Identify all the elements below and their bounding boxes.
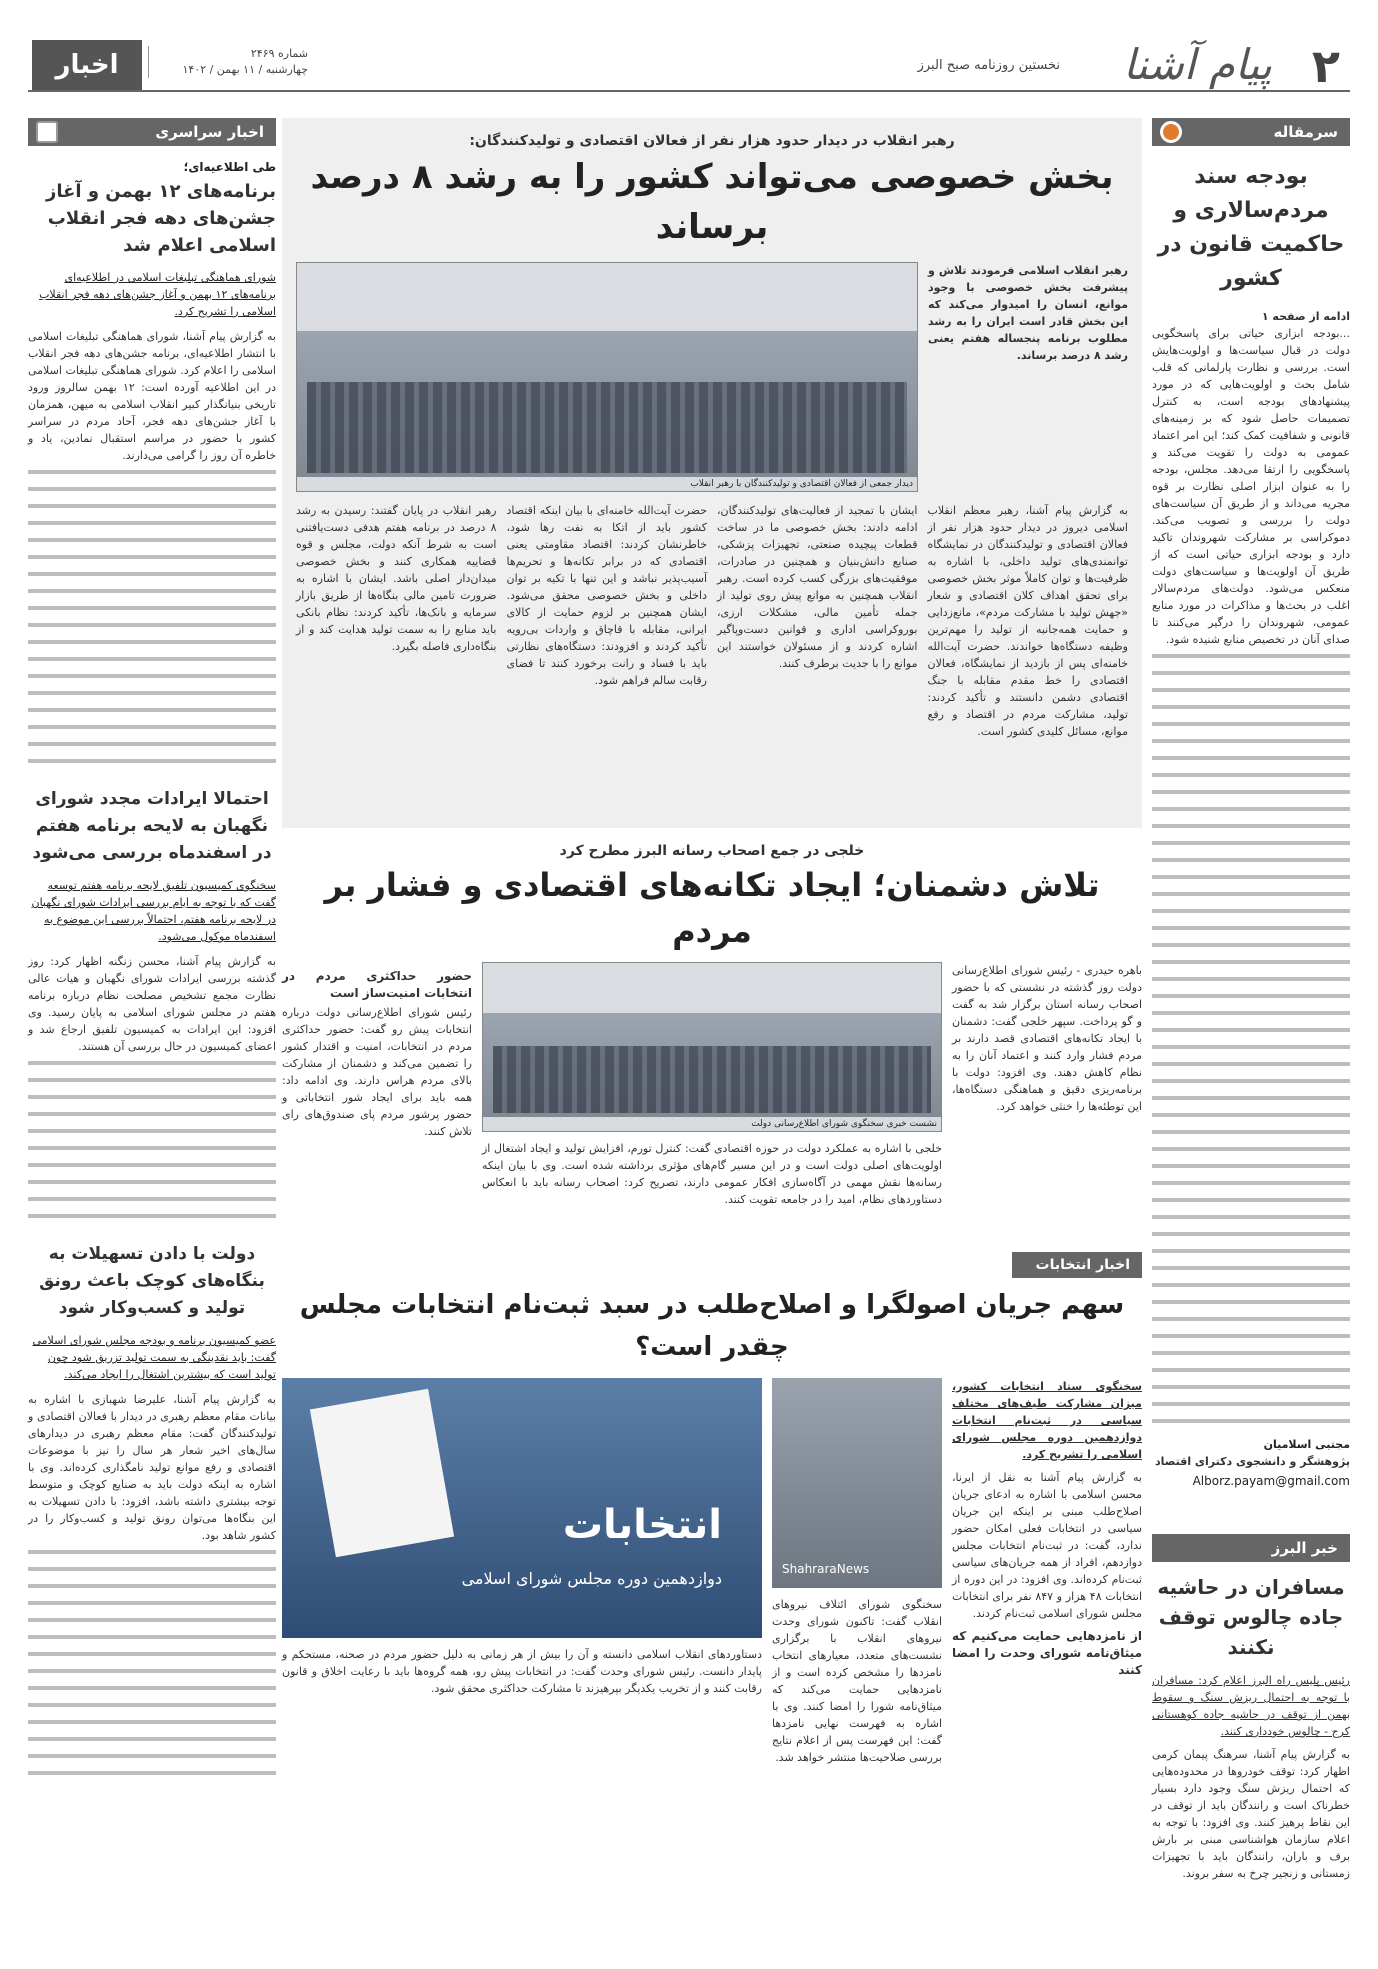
text-line: [1152, 784, 1350, 801]
text-line: [28, 1680, 276, 1697]
text-line: [1152, 1141, 1350, 1158]
text-line: [1152, 1328, 1350, 1345]
lead-story-column-4: رهبر انقلاب در پایان گفتند: رسیدن به رشد ۸ درصد در برنامه هفتم هدفی دست‌یافتنی است به شرط آنکه دولت، مجلس و قوه قضاییه همکاری کنند و بخش خصوصی میدان‌دار اصلی باشد. ایشان با اشاره به ضرورت تامین مالی بنگاه‌ها از طریق بازار سرمایه و بانک‌ها، تأکید کردند: نظام بانکی باید منابع را به سمت تولید هدایت کند و از بنگاه‌داری فاصله بگیرد.: [296, 504, 497, 653]
text-line: [28, 498, 276, 515]
text-line: [1152, 852, 1350, 869]
text-line: [1152, 1124, 1350, 1141]
national-news-column: [28, 118, 276, 1938]
lead-story-lead: رهبر انقلاب اسلامی فرمودند تلاش و پیشرفت بخش خصوصی با وجود موانع، انسان را امیدوار می‌کند که این بخش قادر است ایران را به رشد مطلوب برنامه پنجساله هفتم یعنی رشد ۸ درصد برساند.: [928, 264, 1128, 362]
text-line: [1152, 682, 1350, 699]
page-number: ۲: [1311, 39, 1340, 93]
text-line: [28, 532, 276, 549]
text-line: [1152, 699, 1350, 716]
national-news-header-label: اخبار سراسری: [155, 123, 264, 141]
article-title: احتمالا ایرادات مجدد شورای نگهبان به لایحه برنامه هفتم در اسفندماه بررسی می‌شود: [32, 789, 272, 863]
photo-audience: [307, 382, 907, 473]
photo-caption: نشست خبری سخنگوی شورای اطلاع‌رسانی دولت: [483, 1117, 941, 1131]
text-line: [1152, 1005, 1350, 1022]
photo-audience: [493, 1046, 931, 1113]
second-story-row: [282, 962, 1142, 1208]
text-line: [28, 685, 276, 702]
election-story-lead: سخنگوی ستاد انتخابات کشور، میزان مشارکت طیف‌های مختلف سیاسی در ثبت‌نام انتخابات دوازدهمین دوره مجلس شورای اسلامی را تشریح کرد.: [952, 1380, 1142, 1461]
text-line: [1152, 1396, 1350, 1413]
text-line: [28, 1765, 276, 1782]
text-line: [28, 1055, 276, 1072]
text-line: [28, 583, 276, 600]
second-story-column-1: باهره حیدری - رئیس شورای اطلاع‌رسانی دولت روز گذشته در نشستی که با حضور اصحاب رسانه استان برگزار شد به گفت و گو پرداخت. سپهر خلجی گفت: دشمنان با ایجاد تکانه‌های اقتصادی قصد دارند بر مردم فشار وارد کنند و اعتماد آنان را به نظام کاهش دهند. وی افزود: دولت با برنامه‌ریزی دقیق و هماهنگی دستگاه‌ها، این توطئه‌ها را خنثی خواهد کرد.: [952, 964, 1142, 1113]
article-body: به گزارش پیام آشنا، شورای هماهنگی تبلیغات اسلامی با انتشار اطلاعیه‌ای، برنامه جشن‌های دهه فجر انقلاب اسلامی را اعلام کرد. شورای هماهنگی تبلیغات اسلامی در این اطلاعیه آورده است: ۱۲ بهمن سالروز ورود تاریخی بنیانگذار کبیر انقلاب اسلامی به میهن، همزمان با آغاز جشن‌های دهه فجر، آحاد مردم در سراسر کشور با حضور در مراسم استقبال نمادین، یاد و خاطره آن روز را گرامی می‌دارند.: [28, 330, 276, 462]
text-line: [28, 1208, 276, 1225]
article-lead: عضو کمیسیون برنامه و بودجه مجلس شورای اسلامی گفت: باید نقدینگی به سمت تولید تزریق شود چون تولید است که بیشترین اشتغال را ایجاد می‌کند.: [32, 1334, 276, 1381]
second-story-kicker: خلجی در جمع اصحاب رسانه البرز مطرح کرد: [559, 843, 865, 859]
text-line: [1152, 1226, 1350, 1243]
election-col-c: [282, 1378, 762, 1818]
text-line: [1152, 750, 1350, 767]
editorial-author: مجتبی اسلامیان: [1263, 1438, 1350, 1451]
contact-email[interactable]: Alborz.payam@gmail.com: [1192, 1474, 1350, 1488]
text-line: [28, 1714, 276, 1731]
text-line: [28, 1157, 276, 1174]
second-story-subhead: حضور حداکثری مردم در انتخابات امنیت‌ساز است: [282, 969, 472, 1000]
text-line: [28, 1561, 276, 1578]
election-poster: [282, 1378, 762, 1638]
second-story-col-b: [482, 962, 942, 1208]
issue-info: [148, 46, 308, 78]
text-line: [28, 1578, 276, 1595]
text-line: [28, 736, 276, 753]
text-line: [28, 464, 276, 481]
text-line: [1152, 1107, 1350, 1124]
text-line: [1152, 937, 1350, 954]
text-line: [1152, 954, 1350, 971]
text-line: [1152, 1379, 1350, 1396]
text-line: [28, 1595, 276, 1612]
election-story-subhead: از نامزدهایی حمایت می‌کنیم که میثاق‌نامه شورای وحدت را امضا کنند: [952, 1629, 1142, 1677]
article-lead: سخنگوی کمیسیون تلفیق لایحه برنامه هفتم توسعه گفت که با توجه به ایام بررسی ایرادات شورای نگهبان در لایحه برنامه هفتم، احتمالاً بررسی این موضوع به اسفندماه موکول می‌شود.: [31, 879, 276, 943]
article-title: برنامه‌های ۱۲ بهمن و آغاز جشن‌های دهه فجر انقلاب اسلامی اعلام شد: [45, 181, 276, 256]
lead-story-photo: [296, 262, 918, 492]
election-story-column-1: به گزارش پیام آشنا به نقل از ایرنا، محسن اسلامی با اشاره به ادعای جریان اصلاح‌طلب مبنی بر اینکه این جریان سیاسی در انتخابات فعلی امکان حضور ندارد، گفت: در ثبت‌نام انتخابات مجلس دوازدهم، افراد از همه جریان‌های سیاسی ثبت‌نام کرده‌اند. وی افزود: در این دوره از انتخابات ۴۸ هزار و ۸۴۷ نفر برای انتخابات مجلس شورای اسلامی ثبت‌نام کردند.: [952, 1471, 1143, 1620]
text-line: [1152, 716, 1350, 733]
text-line: [1152, 1294, 1350, 1311]
election-col-a: [952, 1378, 1142, 1818]
alborz-news-header-label: خبر البرز: [1271, 1539, 1338, 1557]
text-line: [28, 549, 276, 566]
editorial-title: بودجه سند مردم‌سالاری و حاکمیت قانون در کشور: [1157, 164, 1345, 291]
election-story-column-2: سخنگوی شورای ائتلاف نیروهای انقلاب گفت: تاکنون شورای وحدت نیروهای انقلاب با برگزاری نشست‌های متعدد، معیارهای انتخاب نامزدها را مشخص کرده است و از نامزدهایی حمایت می‌کند که میثاق‌نامه شورا را امضا کنند. وی با اشاره به فهرست نهایی نامزدها گفت: این فهرست پس از اعلام نتایج بررسی صلاحیت‌ها منتشر خواهد شد.: [772, 1598, 942, 1764]
lead-story-headline: بخش خصوصی می‌تواند کشور را به رشد ۸ درصد برساند: [310, 157, 1114, 247]
text-line: [1152, 1158, 1350, 1175]
election-story-column-3: دستاوردهای انقلاب اسلامی دانسته و آن را بیش از هر زمانی به دلیل حضور مردم در صحنه، مستحکم و پایدار دانست. رئیس شورای وحدت گفت: در انتخابات پیش رو، همه گروه‌ها باید با رعایت اخلاق و قانون رقابت کنند و از تخریب یکدیگر بپرهیزند تا مشارکت حداکثری محقق شود.: [282, 1648, 762, 1695]
text-line: [1152, 767, 1350, 784]
text-line: [1152, 1073, 1350, 1090]
lead-story-column-3: حضرت آیت‌الله خامنه‌ای با بیان اینکه اقتصاد کشور باید از اتکا به نفت رها شود، خاطرنشان کردند: اقتصاد مقاومتی یعنی اقتصادی که در برابر تکانه‌ها و تحریم‌ها آسیب‌پذیر نباشد و این تنها با تکیه بر توان داخلی و بخش خصوصی محقق می‌شود. ایشان همچنین بر لزوم حمایت از کالای ایرانی، مقابله با قاچاق و واردات بی‌رویه تأکید کردند و افزودند: دستگاه‌های نظارتی باید با فساد و رانت برخورد کنند تا فضای رقابت سالم فراهم شود.: [506, 504, 707, 687]
second-story: [282, 840, 1142, 1240]
poster-title: انتخابات: [562, 1502, 722, 1548]
text-line: [28, 515, 276, 532]
text-line: [1152, 1209, 1350, 1226]
election-story-row: [282, 1378, 1142, 1818]
editorial-body: ...بودجه ابزاری حیاتی برای پاسخگویی دولت در قبال سیاست‌ها و اولویت‌هایش است. بررسی و نظارت پارلمانی که قلب شامل بحث و اولویت‌هایی که در مورد پیشنهادهای بودجه است، به کنترل تصمیمات حاصل شود که بر زمینه‌های قانونی و شفافیت کمک کند؛ این امر اعتماد عمومی به دولت را تقویت می‌کند و پاسخگویی را ارتقا می‌دهد. مجلس، بودجه را به عنوان ابزار اصلی نظارت بر قوه مجریه می‌داند و از طریق آن سیاست‌های دولت را بررسی و تصویب می‌کند. دموکراسی بر مشارکت شهروندان تاکید دارد و بودجه ابزاری حیاتی است که از طریق آن اولویت‌ها و سیاست‌های دولت منعکس می‌شود. دولت‌های مردم‌سالار اغلب در بحث‌ها و مذاکرات در مورد منابع عمومی، شهروندان را درگیر می‌کنند تا صدای آنان در تخصیص منابع شنیده شود.: [1152, 327, 1350, 646]
text-line: [1152, 971, 1350, 988]
text-line: [28, 566, 276, 583]
editorial-author-role: پژوهشگر و دانشجوی دکترای اقتصاد: [1155, 1455, 1350, 1468]
text-line: [28, 1106, 276, 1123]
text-line: [28, 1191, 276, 1208]
text-line: [1152, 1022, 1350, 1039]
election-story: [282, 1252, 1142, 1818]
text-line: [1152, 835, 1350, 852]
photo-backdrop: [297, 263, 917, 331]
text-line: [1152, 1039, 1350, 1056]
photo-credit: ShahraraNews: [782, 1562, 870, 1576]
photo-caption: دیدار جمعی از فعالان اقتصادی و تولیدکنندگان با رهبر انقلاب: [297, 477, 917, 491]
text-line: [28, 1646, 276, 1663]
text-line: [1152, 818, 1350, 835]
text-line: [28, 1612, 276, 1629]
text-line: [1152, 648, 1350, 665]
second-story-column-2: خلجی با اشاره به عملکرد دولت در حوزه اقتصادی گفت: کنترل تورم، افزایش تولید و ایجاد اشتغال از اولویت‌های اصلی دولت است و در این مسیر گام‌های مؤثری برداشته شده است. وی با بیان اینکه رسانه‌ها نقش مهمی در آگاه‌سازی افکار عمومی دارند، تصریح کرد: اصحاب رسانه باید با انعکاس دستاوردهای نظام، امید را در جامعه تقویت کنند.: [482, 1142, 942, 1206]
editorial-header: [1152, 118, 1350, 146]
second-story-col-a: [952, 962, 1142, 1208]
text-line: [1152, 665, 1350, 682]
lead-story-column-1: به گزارش پیام آشنا، رهبر معظم انقلاب اسلامی دیروز در دیدار حدود هزار نفر از فعالان اقتصادی و تولیدکنندگان در نمایشگاه توانمندی‌های تولید داخلی، با اشاره به ظرفیت‌ها و توان کاملاً موثر بخش خصوصی برای تحقق اهداف کلان اقتصادی و شعار «جهش تولید با مشارکت مردم»، مانع‌زدایی و حمایت همه‌جانبه از تولید را مهم‌ترین وظیفه دستگاه‌ها خواندند. حضرت آیت‌الله خامنه‌ای پس از بازدید از نمایشگاه، فعالان اقتصادی را خط مقدم مقابله با جنگ اقتصادی دشمن دانستند و تأکید کردند: تولید، مشارکت مردم در اقتصاد و رفع موانع، مسائل کلیدی کشور است.: [927, 504, 1128, 738]
lead-story-top-row: [296, 262, 1128, 492]
article-kicker: طی اطلاعیه‌ای؛: [183, 160, 276, 174]
national-news-header: [28, 118, 276, 146]
text-line: [1152, 1277, 1350, 1294]
text-line: [28, 1697, 276, 1714]
calendar-icon: [36, 121, 58, 143]
article-body: به گزارش پیام آشنا، علیرضا شهبازی با اشاره به بیانات مقام معظم رهبری در دیدار با فعالان اقتصادی و تولیدکنندگان گفت: مقام معظم رهبری در دیدارهای سال‌های اخیر شعار هر سال را نیز با موضوعات اقتصادی و رفع موانع تولید نامگذاری کرده‌اند. وی با اشاره به اینکه دولت باید به صنایع کوچک و متوسط توجه بیشتری داشته باشد، افزود: با دادن تسهیلات به این بنگاه‌ها می‌توان رونق تولید و کسب‌وکار را در کشور شاهد بود.: [28, 1393, 276, 1542]
text-line: [1152, 1362, 1350, 1379]
text-line: [28, 1123, 276, 1140]
parliament-photo: [772, 1378, 942, 1588]
alborz-news-header: [1152, 1534, 1350, 1562]
article-lead: شورای هماهنگی تبلیغات اسلامی در اطلاعیه‌ای برنامه‌های ۱۲ بهمن و آغاز جشن‌های دهه فجر انقلاب اسلامی را تشریح کرد.: [39, 271, 276, 318]
editorial-continuation: ادامه از صفحه ۱: [1261, 310, 1350, 323]
text-line: [1152, 903, 1350, 920]
eye-icon: [1160, 121, 1182, 143]
section-label: اخبار: [32, 40, 142, 90]
text-line: [28, 1174, 276, 1191]
main-content: [282, 118, 1142, 1818]
text-line: [1152, 1311, 1350, 1328]
text-line: [1152, 920, 1350, 937]
editorial-header-label: سرمقاله: [1273, 123, 1338, 141]
photo-backdrop: [483, 963, 941, 1013]
text-line: [28, 753, 276, 770]
text-line: [28, 1072, 276, 1089]
issue-number: شماره ۲۴۶۹: [250, 47, 308, 60]
text-line: [1152, 1090, 1350, 1107]
text-line: [28, 668, 276, 685]
text-line: [28, 481, 276, 498]
election-story-headline: سهم جریان اصولگرا و اصلاح‌طلب در سبد ثبت‌نام انتخابات مجلس چقدر است؟: [299, 1290, 1125, 1362]
second-story-column-3: رئیس شورای اطلاع‌رسانی دولت درباره انتخابات پیش رو گفت: حضور حداکثری مردم در انتخابات، امنیت و اقتدار کشور را تضمین می‌کند و دشمنان از مشارکت بالای مردم هراس دارند. وی ادامه داد: همه باید برای ایجاد شور انتخاباتی و حضور پرشور مردم پای صندوق‌های رای تلاش کنند.: [282, 1006, 472, 1138]
second-story-col-c: [282, 962, 472, 1208]
text-line: [1152, 988, 1350, 1005]
alborz-news-lead: رئیس پلیس راه البرز اعلام کرد: مسافران با توجه به احتمال ریزش سنگ و سقوط بهمن از توقف در حاشیه جاده کوهستانی کرج - چالوس خودداری کنند.: [1152, 1674, 1350, 1738]
text-line: [28, 702, 276, 719]
article-body: به گزارش پیام آشنا، محسن زنگنه اظهار کرد: روز گذشته بررسی ایرادات شورای نگهبان و هیات عالی نظارت مجمع تشخیص مصلحت نظام درباره برنامه هفتم در مجلس شورای اسلامی به پایان رسید. وی افزود: این ایرادات به کمیسیون تلفیق ارجاع شد و اعضای کمیسیون در حال بررسی آن هستند.: [28, 955, 276, 1053]
newspaper-logo: پیام آشنا: [1123, 40, 1272, 89]
text-line: [28, 600, 276, 617]
ballot-paper: [310, 1389, 454, 1558]
masthead: [28, 40, 1350, 92]
alborz-news-title: مسافران در حاشیه جاده چالوس توقف نکنند: [1157, 1575, 1345, 1659]
text-line: [1152, 1345, 1350, 1362]
lead-story-body-row: [296, 502, 1128, 740]
issue-date: چهارشنبه / ۱۱ بهمن / ۱۴۰۲: [182, 63, 308, 76]
alborz-news-body: به گزارش پیام آشنا، سرهنگ پیمان کرمی اظهار کرد: توقف خودروها در محدوده‌هایی که احتمال ریزش سنگ وجود دارد بسیار خطرناک است و رانندگان باید از توقف در این نقاط پرهیز کنند. وی افزود: با توجه به اعلام سازمان هواشناسی مبنی بر بارش برف و باران، رانندگان باید با تجهیزات زمستانی و زنجیر چرخ به سفر بروند.: [1152, 1748, 1350, 1880]
text-line: [1152, 869, 1350, 886]
text-line: [28, 719, 276, 736]
election-news-header: اخبار انتخابات: [1012, 1252, 1142, 1278]
text-line: [28, 617, 276, 634]
text-line: [1152, 1175, 1350, 1192]
text-line: [1152, 1413, 1350, 1430]
poster-subtitle: دوازدهمین دوره مجلس شورای اسلامی: [461, 1569, 722, 1588]
text-line: [1152, 886, 1350, 903]
text-line: [1152, 1243, 1350, 1260]
editorial-column: [1152, 118, 1350, 1938]
lead-story-lead-col: [928, 262, 1128, 492]
election-col-b: [772, 1378, 942, 1818]
text-line: [1152, 801, 1350, 818]
text-line: [1152, 733, 1350, 750]
text-line: [28, 1140, 276, 1157]
text-line: [28, 1663, 276, 1680]
second-story-headline: تلاش دشمنان؛ ایجاد تکانه‌های اقتصادی و فشار بر مردم: [324, 866, 1100, 950]
lead-story-kicker: رهبر انقلاب در دیدار حدود هزار نفر از فعالان اقتصادی و تولیدکنندگان:: [469, 133, 955, 149]
text-line: [28, 634, 276, 651]
article-title: دولت با دادن تسهیلات به بنگاه‌های کوچک باعث رونق تولید و کسب‌وکار شود: [39, 1244, 265, 1318]
lead-story: [282, 118, 1142, 828]
text-line: [1152, 1192, 1350, 1209]
text-line: [28, 1089, 276, 1106]
text-line: [28, 651, 276, 668]
text-line: [28, 1731, 276, 1748]
text-line: [28, 1544, 276, 1561]
text-line: [28, 1629, 276, 1646]
lead-story-column-2: ایشان با تمجید از فعالیت‌های تولیدکنندگان، ادامه دادند: بخش خصوصی ما در ساخت قطعات پیچیده صنعتی، تجهیزات پزشکی، صنایع دانش‌بنیان و همچنین در صادرات، موفقیت‌های بزرگی کسب کرده است. رهبر انقلاب همچنین به موانع پیش روی تولید از جمله تأمین مالی، مشکلات ارزی، بوروکراسی اداری و قوانین دست‌وپاگیر اشاره کردند و از مسئولان خواستند این موانع را با جدیت برطرف کنند.: [717, 504, 918, 670]
second-story-photo: [482, 962, 942, 1132]
text-line: [28, 1748, 276, 1765]
tagline: نخستین روزنامه صبح البرز: [917, 58, 1060, 73]
text-line: [1152, 1260, 1350, 1277]
text-line: [1152, 1056, 1350, 1073]
